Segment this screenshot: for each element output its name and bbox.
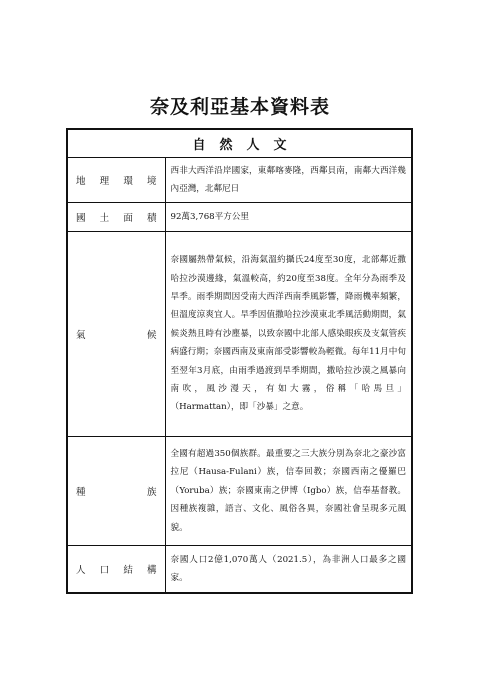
row-label-climate: [67, 232, 165, 437]
row-label-geography: [67, 158, 165, 203]
table-row: [67, 232, 412, 437]
row-label-text: 人口結構: [76, 565, 159, 576]
table-row: [67, 437, 412, 546]
row-label-area: [67, 203, 165, 232]
row-label-text: 種族: [76, 487, 159, 498]
table-row: [67, 546, 412, 594]
table-row: [67, 158, 412, 203]
row-value-ethnicity: 全國有超過350個族群。最重要之三大族分別為奈北之豪沙富拉尼（Hausa-Fulani）族，信奉回教；奈國西南之優羅巴（Yoruba）族；奈國東南之伊博（Igbo）族，信奉基督教。因種族複雜，語言、文化、風俗各異，奈國社會呈現多元風貌。: [165, 437, 412, 546]
row-label-text: 國土面積: [76, 213, 159, 224]
table-row: [67, 203, 412, 232]
section-header: 自然人文: [67, 129, 412, 158]
row-value-population: 奈國人口2億1,070萬人（2021.5），為非洲人口最多之國家。: [165, 546, 412, 594]
row-value-geography: 西非大西洋沿岸國家，東鄰喀麥隆，西鄰貝南，南鄰大西洋幾內亞灣，北鄰尼日: [165, 158, 412, 203]
basic-info-table: [66, 128, 413, 594]
row-value-area: 92萬3,768平方公里: [165, 203, 412, 232]
row-label-text: 氣候: [76, 330, 159, 341]
document-title: 奈及利亞基本資料表: [149, 96, 330, 118]
section-header-row: [67, 129, 412, 158]
row-label-population: [67, 546, 165, 594]
row-label-text: 地理環境: [76, 176, 159, 187]
row-label-ethnicity: [67, 437, 165, 546]
row-value-climate: 奈國屬熱帶氣候，沿海氣溫約攝氏24度至30度，北部鄰近撒哈拉沙漠邊緣，氣溫較高，約20度至38度。全年分為雨季及旱季。雨季期間因受南大西洋西南季風影響，降雨機率頻繁，但溫度涼爽宜人。旱季因值撒哈拉沙漠東北季風活動期間，氣候炎熱且時有沙塵暴，以致奈國中北部人感染眼疾及支氣管疾病盛行期；奈國西南及東南部受影響較為輕微。每年11月中旬至翌年3月底，由雨季過渡到旱季期間，撒哈拉沙漠之風暴向南吹，風沙漫天，有如大霧，俗稱「哈馬旦」（Harmattan），即「沙暴」之意。: [165, 232, 412, 437]
